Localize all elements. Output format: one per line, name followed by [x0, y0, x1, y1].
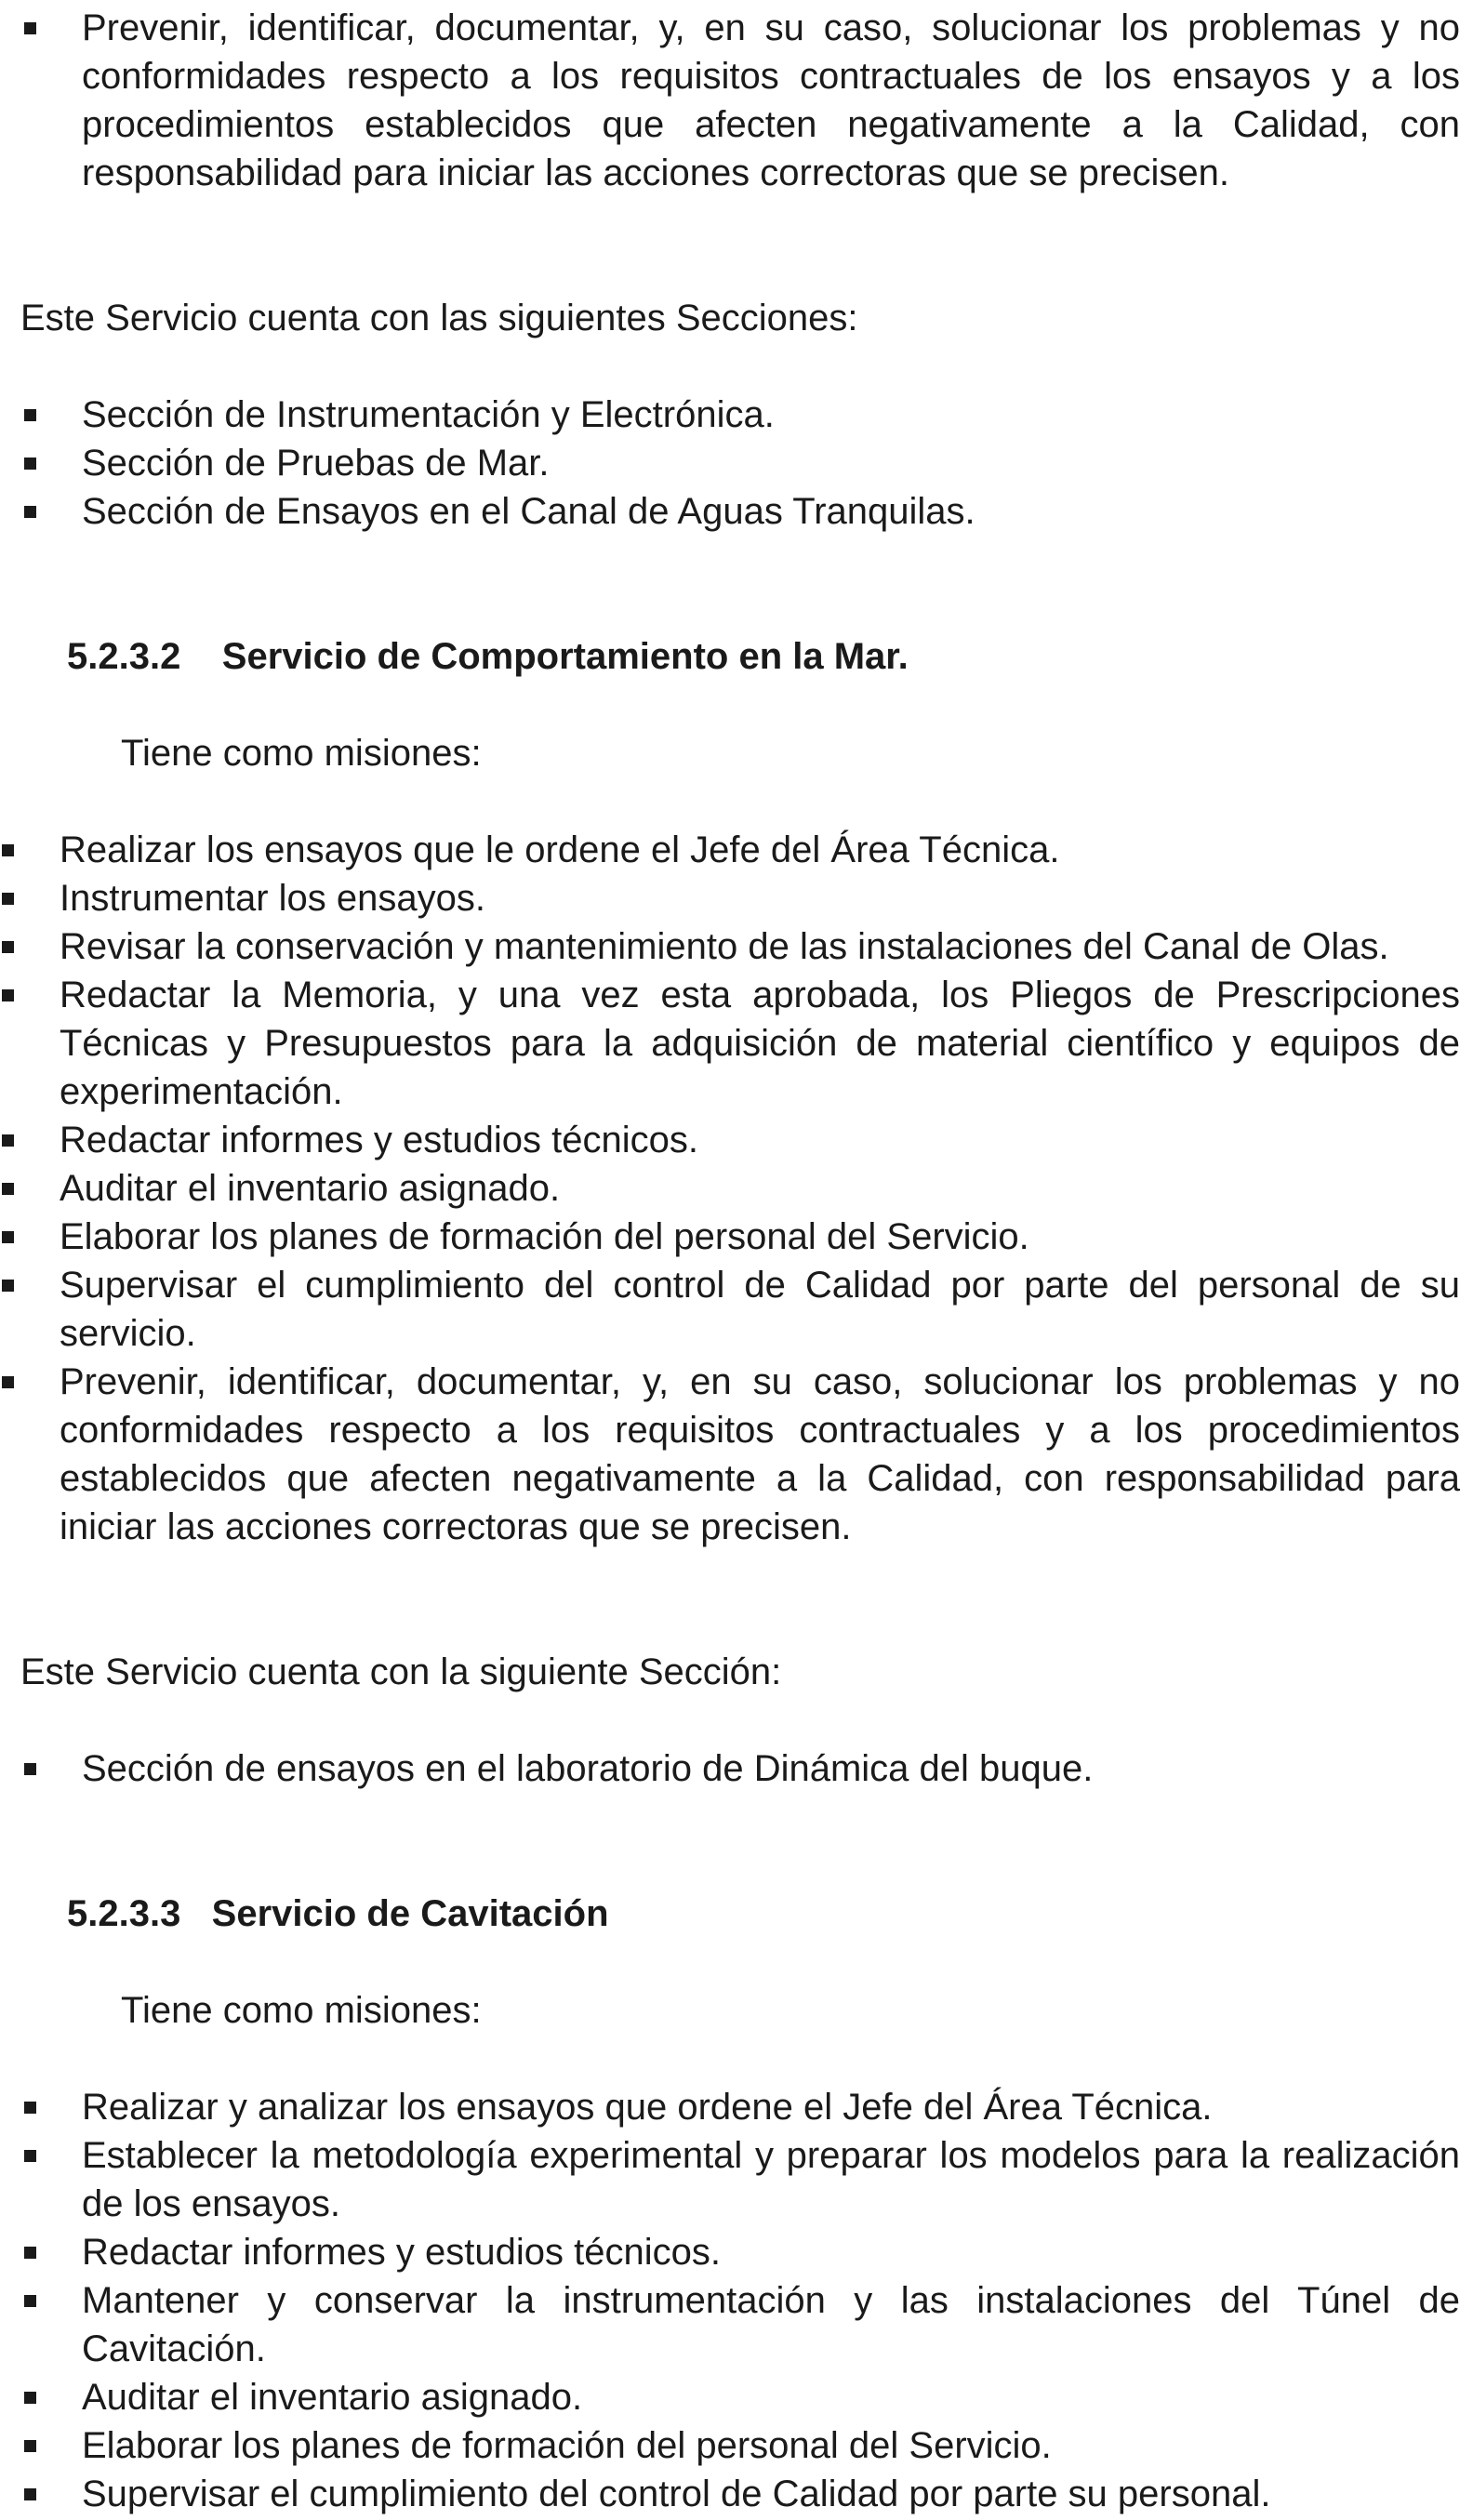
list-item-text: Realizar los ensayos que le ordene el Jefe del Área Técnica. — [60, 829, 1060, 870]
bullet-square-icon — [24, 409, 36, 421]
list-item-text: Elaborar los planes de formación del personal del Servicio. — [82, 2425, 1052, 2466]
missions-intro-2: Tiene como misiones: — [121, 733, 482, 774]
bullet-square-icon — [2, 1231, 14, 1243]
sections-list-2 — [24, 1744, 1460, 1793]
list-item-text: Sección de Instrumentación y Electrónica. — [82, 394, 775, 435]
list-item-text: Redactar informes y estudios técnicos. — [60, 1120, 698, 1161]
bullet-square-icon — [24, 2150, 36, 2162]
list-item — [24, 2470, 1460, 2518]
list-item-text: Supervisar el cumplimiento del control de Calidad por parte del personal de su servicio. — [60, 1265, 1460, 1354]
section-heading-5-2-3-3 — [67, 1890, 609, 1938]
list-item-text: Establecer la metodología experimental y preparar los modelos para la realización de los ensayos. — [82, 2135, 1460, 2224]
list-item-text: Elaborar los planes de formación del personal del Servicio. — [60, 1216, 1029, 1257]
heading-title: Servicio de Comportamiento en la Mar. — [221, 636, 909, 677]
sections-list-1 — [24, 391, 1460, 536]
list-item — [24, 4, 1460, 197]
section-heading-5-2-3-2 — [67, 632, 909, 681]
list-item — [2, 826, 1460, 874]
bullet-square-icon — [24, 2102, 36, 2114]
list-item-text: Sección de Ensayos en el Canal de Aguas Tranquilas. — [82, 491, 975, 532]
bullet-square-icon — [24, 2440, 36, 2452]
list-item-text: Redactar la Memoria, y una vez esta aprobada, los Pliegos de Prescripciones Técnicas y Presupuestos para la adquisición de material científico y equipos de experimentación. — [60, 975, 1460, 1112]
bullet-square-icon — [2, 1376, 14, 1388]
list-item — [24, 2373, 1460, 2421]
list-item-text: Auditar el inventario asignado. — [60, 1168, 561, 1209]
bullet-square-icon — [24, 1763, 36, 1775]
bullet-square-icon — [2, 1183, 14, 1195]
list-item — [24, 2131, 1460, 2228]
list-item — [2, 971, 1460, 1116]
list-item — [2, 874, 1460, 922]
list-item — [2, 1261, 1460, 1358]
heading-title: Servicio de Cavitación — [211, 1893, 609, 1934]
bullet-square-icon — [2, 941, 14, 953]
missions-intro-3: Tiene como misiones: — [121, 1990, 482, 2031]
list-item-text: Auditar el inventario asignado. — [82, 2377, 583, 2418]
bullet-square-icon — [2, 893, 14, 905]
top-bullet-list — [24, 4, 1460, 197]
bullet-square-icon — [24, 2295, 36, 2307]
list-item — [2, 1164, 1460, 1213]
bullet-square-icon — [2, 1134, 14, 1147]
bullet-square-icon — [24, 22, 36, 34]
sections-intro-paragraph: Este Servicio cuenta con las siguientes Secciones: — [20, 298, 858, 338]
list-item-text: Instrumentar los ensayos. — [60, 878, 485, 919]
list-item-text: Realizar y analizar los ensayos que ordene el Jefe del Área Técnica. — [82, 2087, 1213, 2128]
bullet-square-icon — [2, 1280, 14, 1292]
missions-list-3 — [24, 2083, 1460, 2518]
list-item-text: Prevenir, identificar, documentar, y, en su caso, solucionar los problemas y no conformidades respecto a los requisitos contractuales y a los procedimientos establecidos que afecten negativamente a la Calidad, con responsabilidad para iniciar las acciones correctoras que se precisen. — [60, 1361, 1460, 1547]
list-item — [24, 391, 1460, 439]
list-item — [2, 1213, 1460, 1261]
bullet-square-icon — [24, 458, 36, 470]
list-item-text: Sección de ensayos en el laboratorio de Dinámica del buque. — [82, 1748, 1094, 1789]
list-item-text: Redactar informes y estudios técnicos. — [82, 2232, 721, 2273]
list-item — [24, 1744, 1460, 1793]
list-item-text: Supervisar el cumplimiento del control de Calidad por parte su personal. — [82, 2474, 1271, 2514]
list-item — [24, 439, 1460, 487]
bullet-square-icon — [2, 989, 14, 1001]
list-item — [24, 2228, 1460, 2276]
bullet-square-icon — [24, 2392, 36, 2404]
list-item-text: Mantener y conservar la instrumentación y las instalaciones del Túnel de Cavitación. — [82, 2280, 1460, 2369]
heading-number: 5.2.3.3 — [67, 1893, 181, 1934]
list-item-text: Revisar la conservación y mantenimiento de las instalaciones del Canal de Olas. — [60, 926, 1389, 967]
list-item-text: Prevenir, identificar, documentar, y, en su caso, solucionar los problemas y no conformidades respecto a los requisitos contractuales de los ensayos y a los procedimientos establecidos que afecten negativamente a la Calidad, con responsabilidad para iniciar las acciones correctoras que se precisen. — [82, 7, 1460, 193]
missions-list-2 — [2, 826, 1460, 1551]
bullet-square-icon — [24, 2247, 36, 2259]
list-item — [24, 487, 1460, 536]
list-item — [2, 922, 1460, 971]
list-item — [2, 1358, 1460, 1551]
bullet-square-icon — [2, 844, 14, 856]
list-item — [2, 1116, 1460, 1164]
list-item-text: Sección de Pruebas de Mar. — [82, 443, 550, 484]
heading-number: 5.2.3.2 — [67, 636, 181, 677]
bullet-square-icon — [24, 506, 36, 518]
list-item — [24, 2083, 1460, 2131]
list-item — [24, 2421, 1460, 2470]
bullet-square-icon — [24, 2488, 36, 2500]
sections-intro-paragraph-2: Este Servicio cuenta con la siguiente Sección: — [20, 1651, 782, 1692]
list-item — [24, 2276, 1460, 2373]
